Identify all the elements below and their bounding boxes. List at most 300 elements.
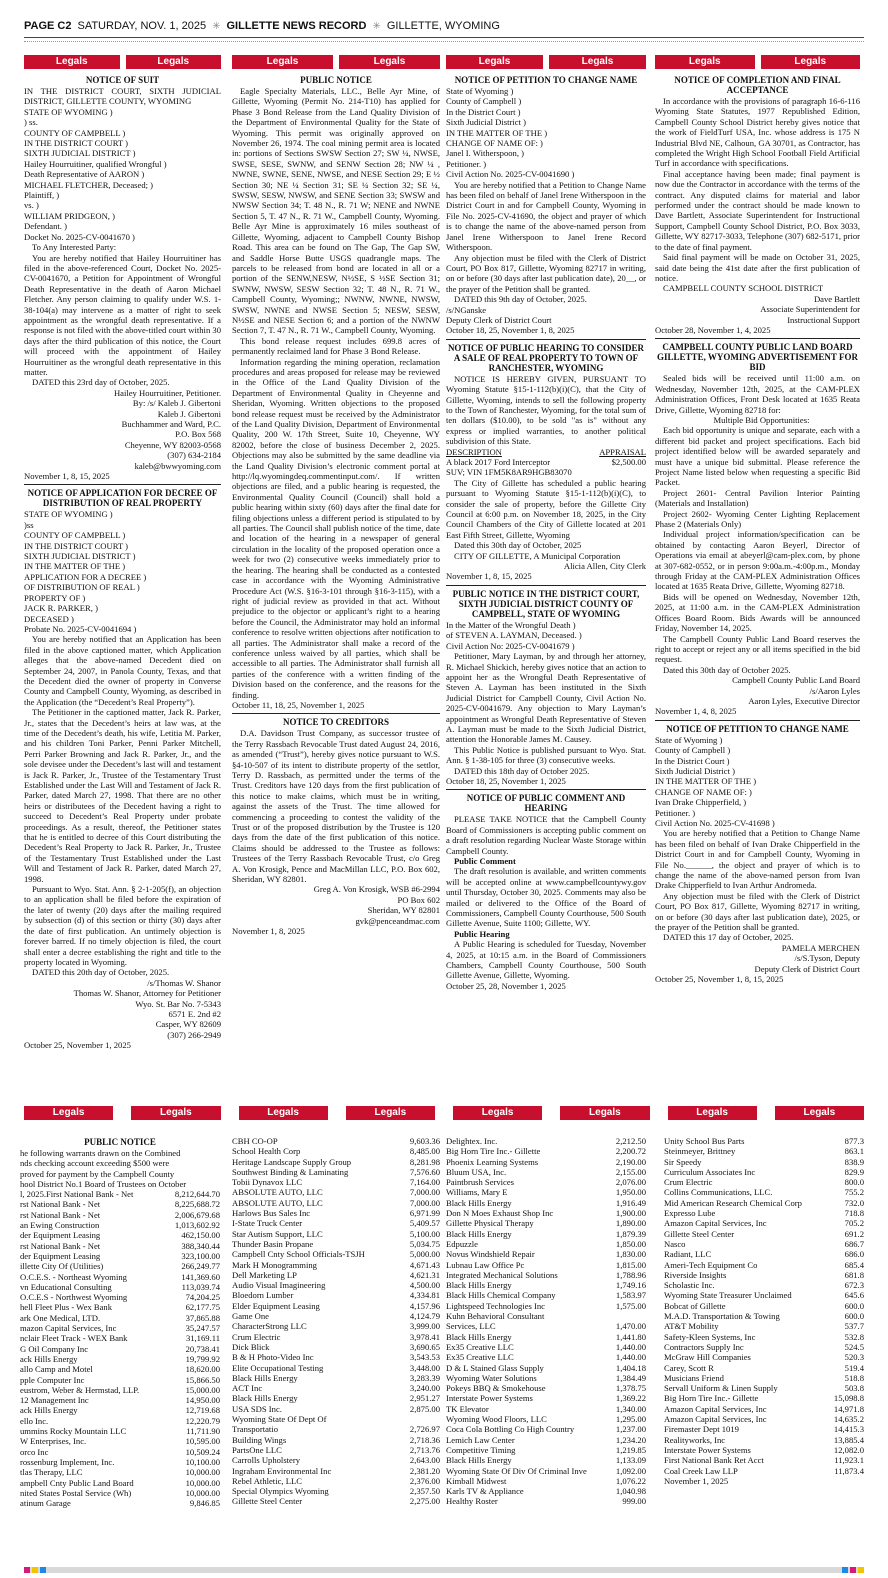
amount: 3,978.41 xyxy=(409,1331,440,1342)
caption-line: PROPERTY OF ) xyxy=(24,592,86,603)
amount: 15,866.50 xyxy=(185,1374,220,1385)
amount: 1,237.00 xyxy=(615,1424,646,1435)
payee: Delightex. Inc. xyxy=(446,1136,498,1146)
separator-icon: ✳ xyxy=(212,20,221,32)
payee: Black Hills Energy xyxy=(446,1228,512,1239)
payee: Mark H Monogramming xyxy=(232,1259,317,1270)
court-line: IN THE DISTRICT COURT, SIXTH JUDICIAL DISTRICT, GILLETTE COUNTY, WYOMING xyxy=(24,86,221,107)
warrant-row xyxy=(232,1404,440,1414)
intro-line: hool District No.1 Board of Trustees on October xyxy=(20,1178,187,1189)
warrant-row xyxy=(446,1435,646,1445)
publication-dates: October 11, 18, 25, November 1, 2025 xyxy=(232,699,365,710)
warrant-row xyxy=(446,1260,646,1270)
paragraph: Final acceptance having been made; final payment is now due the Contractor in accordance with the terms of the contract. Any disputed claims for material and labor performed under the contract should be made known to Dave Bartlett, Associate Superintendent for Instructional Support, Campbell County School District, P.O. Box 3033, Gillette, WY 82717-3033, Telephone (307) 682-5171, prior to the date of final payment. xyxy=(655,168,860,252)
payee: rst National Bank - Net xyxy=(20,1209,101,1220)
payee: l, 2025.First National Bank - Net xyxy=(20,1189,134,1200)
payee: Amazon Capital Services, Inc xyxy=(664,1218,767,1229)
footer-square xyxy=(32,1567,38,1573)
payee: Special Olympics Wyoming xyxy=(232,1486,329,1497)
paragraph: D.A. Davidson Trust Company, as successor trustee of the Terry Rassbach Revocable Trust dated August 24, 2016, as amended (“Trust”), hereby gives notice pursuant to W.S. §4-10-507 of its intent to distribute property of the settlor, Terry D. Rassbach, as permitted under the terms of the Trust. Creditors have 120 days from the first publication of this notice to make claims, which must be in writing, against the assets of the Trust. The time allowed for commencing a proceeding to contest the validity of the Trust or of the proposed distribution by the Trustee is 120 days from the date of the first publication of this notice. Claims should be addressed to the Trustee as follows: Trustees of the Terry Rassbach Revocable Trust, c/o Greg A. Von Krosigk, Pence and MacMillan LLC, P.O. Box 602, Sheridan, WY 82801. xyxy=(232,728,440,885)
warrant-row xyxy=(446,1342,646,1352)
footer-square xyxy=(850,1567,856,1573)
legals-tab: Legals xyxy=(761,55,861,69)
payee: Bobcat of Gillette xyxy=(664,1300,726,1311)
publication-dates: November 1, 8, 2025 xyxy=(232,926,305,937)
warrant-row xyxy=(20,1364,220,1374)
amount: 2,200.72 xyxy=(615,1146,646,1157)
warrant-row xyxy=(664,1373,864,1383)
warrant-row xyxy=(232,1486,440,1496)
amount: 14,971.8 xyxy=(833,1403,864,1414)
payee: Ameri-Tech Equipment Co xyxy=(664,1259,758,1270)
caption-line: County of Campbell ) xyxy=(655,745,731,756)
legals-tab: Legals xyxy=(232,55,333,69)
notice-title: NOTICE OF PUBLIC COMMENT AND HEARING xyxy=(466,793,626,814)
warrant-row xyxy=(664,1466,864,1476)
warrant-row xyxy=(20,1292,220,1302)
warrant-row xyxy=(446,1290,646,1300)
warrants-col-4 xyxy=(664,1136,864,1566)
caption-line: Docket No. 2025-CV-0041670 ) xyxy=(24,231,135,242)
publication-dates: November 1, 8, 15, 2025 xyxy=(24,471,110,482)
payee: ACT Inc xyxy=(232,1383,263,1394)
payee: Safety-Kleen Systems, Inc xyxy=(664,1331,756,1342)
warrant-row xyxy=(20,1199,220,1209)
signature-line: /s/NGanske xyxy=(446,304,487,315)
payee: Amazon Capital Services, Inc xyxy=(664,1403,767,1414)
amount: 4,500.00 xyxy=(409,1280,440,1291)
paragraph: Individual project information/specification can be obtained by contacting Aaron Beyerl, Director of Operations via email at abeyerl@cam-plex.com, by phone at 307-682-0552, or in person 9:00a.m.-4:00p.m., Monday through Friday at the CAM-PLEX Administration Offices located at 1635 Reata Drive, Gillette, Wyoming 82718. xyxy=(655,529,860,592)
amount: 2,381.20 xyxy=(409,1465,440,1476)
caption-line: COUNTY OF CAMPBELL ) xyxy=(24,530,126,541)
caption-line: vs. ) xyxy=(24,200,39,211)
payee: Ex35 Creative LLC xyxy=(446,1352,514,1363)
amount: 10,100.00 xyxy=(185,1456,220,1467)
payee: CharacterStrong LLC xyxy=(232,1321,307,1332)
warrant-row xyxy=(232,1280,440,1290)
amount xyxy=(588,1311,646,1321)
caption-line: of STEVEN A. LAYMAN, Deceased. ) xyxy=(446,630,582,641)
caption-line: In the District Court ) xyxy=(655,755,730,766)
amount: 5,000.00 xyxy=(409,1249,440,1260)
footer-square xyxy=(842,1567,848,1573)
paragraph: CAMPBELL COUNTY SCHOOL DISTRICT xyxy=(663,283,824,294)
caption-line: IN THE DISTRICT COURT ) xyxy=(24,540,129,551)
warrant-row xyxy=(232,1301,440,1311)
warrant-row xyxy=(446,1332,646,1342)
publication-dates: October 25, November 1, 2025 xyxy=(24,1040,131,1051)
payee: ummins Rocky Mountain LLC xyxy=(20,1426,127,1437)
amount: 323,100.00 xyxy=(181,1250,220,1261)
signature-line: Buchhammer and Ward, P.C. xyxy=(121,419,221,429)
warrant-row xyxy=(446,1383,646,1393)
payee: vn Educational Consulting xyxy=(20,1281,112,1292)
footer-square xyxy=(40,1567,46,1573)
publication-dates: November 1, 4, 8, 2025 xyxy=(655,706,737,717)
publication-dates: October 25, November 1, 8, 15, 2025 xyxy=(655,974,784,985)
legals-tab: Legals xyxy=(339,55,440,69)
intro-line: he following warrants drawn on the Combined xyxy=(20,1148,181,1158)
amount: 537.7 xyxy=(844,1321,864,1332)
intro-line: proved for payment by the Campbell County xyxy=(20,1168,175,1179)
warrant-list xyxy=(20,1189,220,1508)
caption-line: Petitioner. ) xyxy=(655,807,696,818)
amount: 12,082.0 xyxy=(833,1444,864,1455)
paragraph: DATED this 23rd day of October, 2025. xyxy=(32,377,170,388)
payee: Pokeys BBQ & Smokehouse xyxy=(446,1383,546,1394)
warrant-row xyxy=(446,1198,646,1208)
caption-line: Defendant. ) xyxy=(24,221,67,232)
caption-line: WILLIAM PRIDGEON, ) xyxy=(24,210,115,221)
warrant-row xyxy=(664,1363,864,1373)
signature-line: Instructional Support xyxy=(787,314,860,325)
amount: 2,643.00 xyxy=(409,1455,440,1466)
warrant-row xyxy=(20,1478,220,1488)
warrant-row xyxy=(664,1167,864,1177)
amount: 732.0 xyxy=(844,1197,864,1208)
warrant-row xyxy=(20,1282,220,1292)
signature-line: (307) 634-2184 xyxy=(167,450,221,461)
warrant-row xyxy=(446,1229,646,1239)
notice-title: CAMPBELL COUNTY PUBLIC LAND BOARD GILLETTE, WYOMING ADVERTISEMENT FOR BID xyxy=(657,342,858,373)
warrant-list xyxy=(446,1136,646,1507)
intro-line: nds checking account exceeding $500 were xyxy=(20,1158,170,1169)
warrant-row xyxy=(232,1177,440,1187)
warrant-row xyxy=(232,1383,440,1393)
paragraph: Each bid opportunity is unique and separate, each with a different bid packet and project specifications. Each bid project identified below will be awarded separately and must have a unique bid submittal. Please reference the Project Name listed below when requesting a specific Bid Packet. xyxy=(655,425,860,488)
warrants-col-2 xyxy=(232,1136,440,1566)
caption-line: Civil Action No: 2025-CV-0041679 ) xyxy=(446,640,575,651)
paragraph: The Campbell County Public Land Board reserves the right to accept or reject any or all items specified in the bid request. xyxy=(655,633,860,665)
amount: 3,448.00 xyxy=(409,1362,440,1373)
payee: ark One Medical, LTD. xyxy=(20,1312,101,1323)
warrant-row xyxy=(20,1416,220,1426)
warrant-row xyxy=(446,1404,646,1414)
warrant-list xyxy=(664,1136,864,1486)
divider xyxy=(655,338,860,339)
amount: 1,575.00 xyxy=(615,1300,646,1311)
amount: 600.0 xyxy=(844,1300,864,1311)
warrant-row xyxy=(664,1435,864,1445)
paper-city: GILLETTE, WYOMING xyxy=(386,20,500,32)
legals-tab: Legals xyxy=(560,1106,649,1120)
amount: 1,340.00 xyxy=(615,1403,646,1414)
warrant-row xyxy=(446,1187,646,1197)
payee: Southwest Binding & Laminating xyxy=(232,1166,349,1177)
payee: November 1, 2025 xyxy=(664,1475,729,1486)
publication-dates: October 18, 25, November 1, 2025 xyxy=(446,775,566,786)
warrant-row xyxy=(232,1311,440,1321)
amount: 1,076.22 xyxy=(615,1475,646,1486)
warrant-row xyxy=(232,1167,440,1177)
paragraph: You are hereby notified that an Application has been filed in the above captioned matter, which Application alleges that the above-named Decedent died on September 24, 2007, in Panola County, Texas, and that the Decedent died the owner of property in Converse County and Campbell County, Wyoming, as described in the Application (the “Decedent’s Real Property”). xyxy=(24,634,221,707)
payee: CBH CO-OP xyxy=(232,1136,278,1146)
amount: 1,879.39 xyxy=(615,1228,646,1239)
paragraph: DATED this 9th day of October, 2025. xyxy=(454,294,587,305)
payee: I-State Truck Center xyxy=(232,1218,303,1229)
payee: Radiant, LLC xyxy=(664,1249,712,1260)
signature-line: kaleb@bwwyoming.com xyxy=(134,460,221,471)
warrant-row xyxy=(446,1352,646,1362)
warrant-row xyxy=(20,1447,220,1457)
amount: 2,718.36 xyxy=(409,1434,440,1445)
paragraph: DATED this 20th day of October, 2025. xyxy=(32,967,170,978)
warrant-row xyxy=(664,1424,864,1434)
amount: 1,916.49 xyxy=(615,1197,646,1208)
payee: D & L Stained Glass Supply xyxy=(446,1362,544,1373)
warrant-row xyxy=(446,1424,646,1434)
payee: Transportatio xyxy=(232,1424,278,1435)
legals-tab: Legals xyxy=(131,1106,220,1120)
caption-line: )ss xyxy=(24,519,34,530)
amount: 7,000.00 xyxy=(409,1197,440,1208)
warrant-row xyxy=(446,1136,646,1146)
amount: 8,281.98 xyxy=(409,1156,440,1167)
amount: 1,219.85 xyxy=(615,1444,646,1455)
amount: 1,900.00 xyxy=(615,1208,646,1219)
column-4 xyxy=(655,55,860,1100)
amount: 1,440.00 xyxy=(615,1341,646,1352)
divider xyxy=(232,713,440,714)
amount: 2,190.00 xyxy=(615,1156,646,1167)
separator-icon: ✳ xyxy=(372,20,381,32)
amount xyxy=(382,1414,440,1424)
warrant-row xyxy=(20,1241,220,1251)
amount: 7,576.60 xyxy=(409,1166,440,1177)
payee: Collins Communications, LLC. xyxy=(664,1187,773,1198)
payee: Black Hills Energy xyxy=(446,1197,512,1208)
payee: ampbell Cnty Public Land Board xyxy=(20,1477,134,1488)
paragraph: Said final payment will be made on October 31, 2025, said date being the 41st date after the first publication of notice. xyxy=(655,252,860,283)
payee: Wyoming State Of Dept Of xyxy=(232,1414,327,1425)
warrant-row xyxy=(20,1395,220,1405)
legals-tab: Legals xyxy=(668,1106,757,1120)
amount: 1,404.18 xyxy=(615,1362,646,1373)
amount: 1,815.00 xyxy=(615,1259,646,1270)
paragraph: The City of Gillette has scheduled a public hearing pursuant to Wyoming Statute §15-1-112(b)(i)(C), to consider the sale of property, before the Gillette City Council at 6:00 p.m. on November 18, 2025, in the City Council Chambers of the City of Gillette located at 201 East Fifth Street, Gillette, Wyoming xyxy=(446,477,646,540)
amount: 10,000.00 xyxy=(185,1477,220,1488)
amount: 755.2 xyxy=(844,1187,864,1198)
paragraph: Dated this 30th day of October, 2025 xyxy=(454,540,582,551)
paragraph: Pursuant to Wyo. Stat. Ann. § 2-1-205(f), an objection to an application shall be filed before the expiration of the later of twenty (20) days after the mailing required by subsection (d) of this section or thirty (30) days after the date of first publication. An untimely objection is forever barred. If no timely objection is filed, the court shall enter a decree establishing the right and title to the property located in Wyoming. xyxy=(24,884,221,967)
payee: O.C.E.S. - Northeast Wyoming xyxy=(20,1271,127,1282)
paragraph: Information regarding the mining operation, reclamation procedures and areas proposed for release may be reviewed in the Office of the Land Quality Division of the Department of Environmental Quality in Cheyenne and Sheridan, Wyoming. Written objections to the proposed bond release request must be received by the Administrator of the Land Quality Division, Department of Environmental Quality, 200 W. 17th Street, Suite 10, Cheyenne, WY 82002, before the close of business December 2, 2025. Objections may also be submitted by the same deadline via the Land Quality Division’s electronic comment portal at http://lq.wyomingdeq.commentinput.com/. If written objections are filed, and a public hearing is requested, the Environmental Quality Council (Council) shall hold a public hearing within sixty (60) days after the final date for filing objections unless a different period is stipulated to by all parties. The Council shall publish notice of the time, date and location of the hearing in a newspaper of general circulation in the locality of the proposed operation once a week for two (2) consecutive weeks immediately prior to the hearing. The hearing shall be conducted as a contested case in accordance with the Wyoming Administrative Procedure Act (W.S. §16-3-101 through §16-3-115), with a right of judicial review as provided in that act. Without prejudice to the objector or applicant’s right to a hearing before the Council, the Administrator may hold an informal conference to resolve written objections after notification to all parties. The Administrator shall make a record of the conference unless waived by all parties, which shall be accessible to all parties. The Administrator shall furnish all parties of the conference with a written finding of the Division based on the conference, and the reasons for the finding. xyxy=(232,356,440,700)
warrant-list xyxy=(232,1136,440,1507)
payee: Lemich Law Center xyxy=(446,1434,515,1445)
legals-tab: Legals xyxy=(549,55,646,69)
payee: mazon Capital Services, Inc xyxy=(20,1323,117,1334)
signature-line: Hailey Hourruitiner, Petitioner. xyxy=(113,387,221,398)
warrant-row xyxy=(20,1272,220,1282)
amount: 8,225,688.72 xyxy=(174,1199,220,1210)
warrant-row xyxy=(232,1290,440,1300)
payee: Interstate Power Systems xyxy=(446,1393,533,1404)
warrant-row xyxy=(232,1332,440,1342)
warrant-row xyxy=(664,1187,864,1197)
payee: ack Hills Energy xyxy=(20,1405,78,1416)
warrant-row xyxy=(446,1311,646,1321)
amount: 14,635.2 xyxy=(833,1414,864,1425)
paragraph: Project 2602- Wyoming Center Lighting Replacement Phase 2 (Materials Only) xyxy=(655,508,860,530)
payee: Karls TV & Appliance xyxy=(446,1486,524,1497)
amount: 11,923.1 xyxy=(834,1455,864,1466)
notice-title: NOTICE OF SUIT xyxy=(85,75,160,85)
payee: hell Fleet Plus - Wex Bank xyxy=(20,1302,113,1313)
warrant-row xyxy=(664,1208,864,1218)
amount: 5,034.75 xyxy=(409,1238,440,1249)
payee: Gillette Physical Therapy xyxy=(446,1218,534,1229)
paragraph: The Petitioner in the captioned matter, Jack R. Parker, Jr., states that the Decedent’s heirs at law was, at the time of the Decedent’s death, his wife, Letitia M. Parker, and his children Toni Parker, Penni Parker Mitchell, Perri Parker Browning and Jack R. Parker, Jr., and the sole devisee under the Decedent’s last will and testament is Jack R. Parker, Jr., Trustee of the Testamentary Trust Established under the Last Will and Testament of Jack R. Parker, dated March 27, 1998. That there are no other heirs or distributees of the Decedent having a right to succeed to Decedent’s Real Property under probate proceedings. As a result, thereof, the Petitioner states that he is entitled to decree of this Court distributing the Decedent’s Real Property to Jack R. Parker, Jr., Trustee of the Testamentary Trust Established under the Last Will and Testament of Jack R. Parker, dated March 27, 1998. xyxy=(24,707,221,884)
caption-line: Sixth Judicial District ) xyxy=(655,765,735,776)
amount: 18,620.00 xyxy=(185,1364,220,1375)
column-2 xyxy=(232,55,440,1100)
amount: 6,971.99 xyxy=(409,1208,440,1219)
payee: McGraw Hill Companies xyxy=(664,1352,751,1363)
payee: Curriculum Associates Inc xyxy=(664,1166,756,1177)
divider xyxy=(446,789,646,790)
warrant-row xyxy=(20,1210,220,1220)
warrant-row xyxy=(232,1321,440,1331)
warrant-row xyxy=(20,1354,220,1364)
amount: 1,950.00 xyxy=(615,1187,646,1198)
amount: 2,875.00 xyxy=(409,1403,440,1414)
amount: 31,169.11 xyxy=(185,1333,220,1344)
amount: 1,040.98 xyxy=(615,1486,646,1497)
warrant-row xyxy=(232,1373,440,1383)
paragraph: DATED this 17 day of October, 2025. xyxy=(663,932,794,943)
amount: 1,583.97 xyxy=(615,1290,646,1301)
payee: AT&T Mobility xyxy=(664,1321,719,1332)
warrant-row xyxy=(446,1249,646,1259)
payee: Gillette Steel Center xyxy=(664,1228,735,1239)
warrant-row xyxy=(664,1177,864,1187)
payee: Sir Speedy xyxy=(664,1156,702,1167)
divider xyxy=(446,585,646,586)
payee: Black Hills Energy xyxy=(232,1372,298,1383)
payee: Firemaster Dept 1019 xyxy=(664,1424,739,1435)
warrant-row xyxy=(664,1260,864,1270)
warrant-row xyxy=(20,1220,220,1230)
warrant-row xyxy=(664,1290,864,1300)
caption-line: CHANGE OF NAME OF: ) xyxy=(446,138,543,149)
warrant-row xyxy=(664,1476,864,1486)
warrant-row xyxy=(446,1270,646,1280)
signature-line: gvk@penceandmac.com xyxy=(355,915,440,926)
payee: School Health Corp xyxy=(232,1146,301,1157)
warrant-row xyxy=(232,1414,440,1424)
paragraph: The draft resolution is available, and written comments will be accepted online at www.campbellcountywy.gov until Thursday, October 30, 2025. Comments may also be mailed or delivered to the Office of the Board of Commissioners, Campbell County Courthouse, 500 South Gillette Avenue, Suite 1100; Gillette, WY. xyxy=(446,866,646,929)
payee: Scholastic Inc. xyxy=(664,1280,715,1291)
amount: 686.7 xyxy=(844,1238,864,1249)
amount: 705.2 xyxy=(844,1218,864,1229)
amount xyxy=(806,1476,864,1486)
amount: 2,357.50 xyxy=(409,1486,440,1497)
legals-tab: Legals xyxy=(239,1106,328,1120)
warrant-row xyxy=(20,1405,220,1415)
payee: Wyoming Wood Floors, LLC xyxy=(446,1414,547,1425)
warrant-row xyxy=(232,1466,440,1476)
amount: 672.3 xyxy=(844,1280,864,1291)
signature-line: Aaron Lyles, Executive Director xyxy=(748,695,860,706)
payee: Game One xyxy=(232,1311,269,1322)
publication-dates: October 25, 28, November 1, 2025 xyxy=(446,980,566,991)
warrant-row xyxy=(664,1414,864,1424)
legals-tab: Legals xyxy=(24,1106,113,1120)
payee: Black Hills Energy xyxy=(446,1280,512,1291)
amount: 13,885.4 xyxy=(833,1434,864,1445)
paragraph: DATED this 18th day of October 2025. xyxy=(454,765,590,776)
amount: 518.8 xyxy=(844,1372,864,1383)
amount: 1,830.00 xyxy=(615,1249,646,1260)
warrant-row xyxy=(20,1498,220,1508)
warrant-row xyxy=(232,1146,440,1156)
payee: Phoenix Learning Systems xyxy=(446,1156,539,1167)
warrant-row xyxy=(20,1457,220,1467)
vin-line: SUV; VIN 1FM5K8AR9HGB83070 xyxy=(446,467,572,478)
warrant-row xyxy=(446,1177,646,1187)
caption-line: Plaintiff, ) xyxy=(24,190,60,201)
legals-tab: Legals xyxy=(126,55,222,69)
subheading: Public Comment xyxy=(454,856,516,866)
payee: ABSOLUTE AUTO, LLC xyxy=(232,1187,323,1198)
notice-title: NOTICE OF PETITION TO CHANGE NAME xyxy=(666,723,849,734)
amount: 7,000.00 xyxy=(409,1187,440,1198)
payee: Black Hills Chemical Company xyxy=(446,1290,556,1301)
warrant-row xyxy=(232,1445,440,1455)
column-1 xyxy=(24,55,221,1100)
footer-bar xyxy=(24,1567,864,1573)
warrant-row xyxy=(20,1261,220,1271)
payee: Wyoming State Of Div Of Criminal Inve xyxy=(446,1465,587,1476)
warrant-row xyxy=(446,1393,646,1403)
amount: 1,384.49 xyxy=(615,1372,646,1383)
divider xyxy=(655,720,860,721)
payee: 12 Management Inc xyxy=(20,1395,89,1406)
signature-line: (307) 266-2949 xyxy=(167,1029,221,1040)
payee: Crum Electric xyxy=(664,1177,713,1188)
payee: Steinmeyer, Brittney xyxy=(664,1146,736,1157)
payee: Campbell Cnty School Officials-TSJH xyxy=(232,1249,365,1260)
caption-line: County of Campbell ) xyxy=(446,96,522,107)
amount: 11,873.4 xyxy=(834,1465,864,1476)
payee: Coca Cola Bottling Co High Country xyxy=(446,1424,575,1435)
payee: Don N Moes Exhaust Shop Inc xyxy=(446,1208,554,1219)
amount: 9,603.36 xyxy=(409,1136,440,1146)
caption-line: STATE OF WYOMING ) xyxy=(24,106,113,117)
payee: Healthy Roster xyxy=(446,1496,498,1507)
payee: Black Hills Energy xyxy=(232,1393,298,1404)
amount: 11,711.90 xyxy=(186,1426,220,1437)
amount: 19,799.92 xyxy=(185,1353,220,1364)
payee: M.A.D. Transportation & Towing xyxy=(664,1311,780,1322)
warrant-row xyxy=(20,1323,220,1333)
amount: 1,378.75 xyxy=(615,1383,646,1394)
warrant-row xyxy=(446,1496,646,1506)
payee: an Ewing Construction xyxy=(20,1220,100,1231)
signature-line: Thomas W. Shanor, Attorney for Petitioner xyxy=(73,988,221,999)
payee: Kuhn Behavioral Consultant xyxy=(446,1311,545,1322)
payee: Black Hills Energy xyxy=(446,1455,512,1466)
warrant-row xyxy=(446,1218,646,1228)
amount: 718.8 xyxy=(844,1208,864,1219)
caption-line: MICHAEL FLETCHER, Deceased; ) xyxy=(24,179,154,190)
warrant-row xyxy=(664,1383,864,1393)
payee: Bloedorn Lumber xyxy=(232,1290,294,1301)
payee: Servall Uniform & Linen Supply xyxy=(664,1383,778,1394)
paragraph: Eagle Specialty Materials, LLC., Belle Ayr Mine, of Gillette, Wyoming (Permit No. 214-T10) has applied for Phase 3 Bond Release from the Land Quality Division of the Department of Environmental Quality for the State of Wyoming. This permit was originally approved on November 26, 1974. The coal mining permit area is located in: portions of Sections SWSW Section 27; SW ¼, NWSE, SWSE, SESE, SWNW, and SENW Section 28; NW ¼ , NWNE, SWNE, SENE, NWSE, and NESE Section 29; E ½ Section 30; NE ¼ Section 31; SE ¼ Section 32; SE ¼, SWSW, SESW, NWSW, and SENE Section 33; SWSW and NWSW Section 34; T. 48 N., R. 71 W; NENE and NWNE Section 5, T. 47 N., R. 71 W., Campbell County, Wyoming. Belle Ayr Mine is approximately 16 miles southeast of Gillette, Wyoming, adjacent to Campbell County Bishop Road. This area can be found on The Gap, The Gap SW, and Saddle Horse Butte USGS quadrangle maps. The parcels to be released from bond are located in all or a portion of the SENW,NESW, N½SE, S ½SE Section 31; SWNW, NWSW, SESW Section 32; T. 48 N., R. 71 W., Campbell County, Wyoming;; NWNW, NWNE, NWSW, SWSW, NWNE and NWSE Section 5; NESW, SESW, N½SE and NESE Section 6; and a portion of the NWNW Section 7, T. 47 N., R. 71 W., Campbell County, Wyoming. xyxy=(232,86,440,336)
payee: Dick Blick xyxy=(232,1341,270,1352)
signature-line: P.O. Box 568 xyxy=(175,429,221,440)
